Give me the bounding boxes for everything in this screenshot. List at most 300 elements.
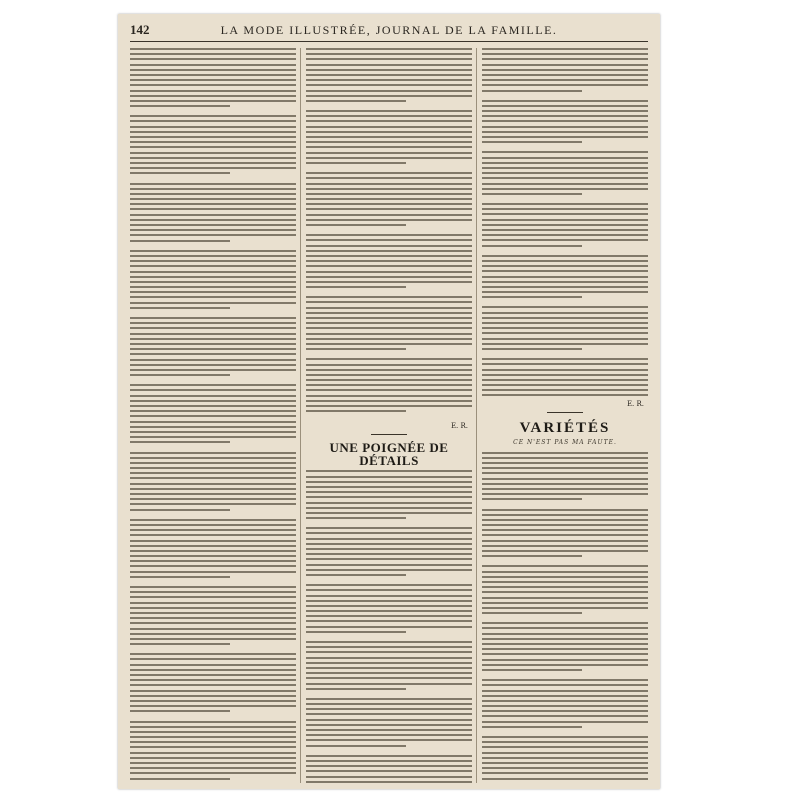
text-line [306, 389, 472, 391]
text-line [482, 255, 648, 257]
text-line [130, 772, 296, 774]
text-line [482, 752, 648, 754]
text-line [130, 296, 296, 298]
text-line [130, 224, 296, 226]
text-line [482, 684, 648, 686]
text-line [482, 90, 582, 92]
text-line [130, 198, 296, 200]
text-line [306, 58, 472, 60]
text-line [482, 767, 648, 769]
text-line [482, 778, 648, 780]
column-divider [476, 48, 477, 783]
text-line [130, 172, 230, 174]
text-line [306, 765, 472, 767]
text-line [130, 167, 296, 169]
text-line [482, 157, 648, 159]
column-left [130, 48, 296, 783]
text-line [306, 605, 472, 607]
text-line [482, 478, 648, 480]
text-line [130, 348, 296, 350]
text-line [482, 659, 648, 661]
text-line [306, 84, 472, 86]
text-line [482, 607, 648, 609]
text-line [306, 327, 472, 329]
text-line [130, 369, 296, 371]
text-line [130, 612, 296, 614]
text-line [482, 597, 648, 599]
text-line [130, 405, 296, 407]
text-line [130, 472, 296, 474]
text-line [130, 250, 296, 252]
text-line [482, 369, 648, 371]
text-line [130, 193, 296, 195]
text-line [130, 229, 296, 231]
text-line [306, 688, 406, 690]
text-line [130, 421, 296, 423]
text-line [482, 452, 648, 454]
text-line [482, 270, 648, 272]
text-line [306, 589, 472, 591]
text-line [130, 607, 296, 609]
text-line [306, 600, 472, 602]
text-line [482, 219, 648, 221]
text-line [482, 545, 648, 547]
text-line [482, 633, 648, 635]
text-line [130, 483, 296, 485]
text-line [130, 710, 230, 712]
text-line [482, 540, 648, 542]
journal-title: LA MODE ILLUSTRÉE, JOURNAL DE LA FAMILLE. [220, 23, 558, 37]
text-line [306, 626, 472, 628]
text-line [130, 436, 296, 438]
text-line [482, 281, 648, 283]
text-line [482, 498, 582, 500]
text-line [482, 762, 648, 764]
text-line [482, 203, 648, 205]
text-line [306, 496, 472, 498]
text-line [482, 519, 648, 521]
text-line [130, 534, 296, 536]
text-line [130, 214, 296, 216]
text-line [306, 755, 472, 757]
text-line [130, 255, 296, 257]
text-line [306, 177, 472, 179]
text-line [482, 389, 648, 391]
text-line [130, 105, 230, 107]
text-line [482, 291, 648, 293]
text-line [306, 384, 472, 386]
text-line [482, 591, 648, 593]
text-line [130, 721, 296, 723]
text-line [482, 705, 648, 707]
text-line [130, 545, 296, 547]
text-line [130, 560, 296, 562]
text-line [130, 307, 230, 309]
text-line [306, 491, 472, 493]
newspaper-page [118, 14, 660, 789]
article-signature: E. R. [626, 399, 644, 408]
text-line [130, 410, 296, 412]
text-line [306, 95, 472, 97]
text-line [306, 584, 472, 586]
text-line [130, 317, 296, 319]
text-line [306, 286, 406, 288]
text-line [130, 602, 296, 604]
text-line [482, 379, 648, 381]
text-line [306, 641, 472, 643]
text-line [482, 472, 648, 474]
text-line [482, 638, 648, 640]
text-line [130, 136, 296, 138]
text-line [130, 240, 230, 242]
text-line [482, 710, 648, 712]
text-line [482, 245, 582, 247]
text-line [306, 172, 472, 174]
text-line [306, 776, 472, 778]
text-line [130, 731, 296, 733]
text-line [306, 48, 472, 50]
text-line [130, 674, 296, 676]
section-divider [371, 434, 407, 435]
text-line [482, 363, 648, 365]
text-line [306, 646, 472, 648]
text-line [306, 781, 472, 783]
text-line [482, 736, 648, 738]
text-line [130, 488, 296, 490]
text-line [306, 64, 472, 66]
text-line [482, 224, 648, 226]
text-line [306, 281, 472, 283]
text-line [306, 53, 472, 55]
text-line [130, 633, 296, 635]
text-line [130, 452, 296, 454]
text-line [130, 84, 296, 86]
text-line [306, 333, 472, 335]
text-line [130, 48, 296, 50]
text-line [482, 239, 648, 241]
text-line [130, 400, 296, 402]
text-line [130, 188, 296, 190]
text-line [306, 657, 472, 659]
text-line [130, 53, 296, 55]
text-line [482, 79, 648, 81]
text-line [130, 100, 296, 102]
text-line [306, 348, 406, 350]
text-line [306, 719, 472, 721]
text-line [130, 426, 296, 428]
text-line [482, 524, 648, 526]
text-line [482, 374, 648, 376]
text-line [482, 627, 648, 629]
text-line [482, 69, 648, 71]
text-line [306, 260, 472, 262]
text-line [130, 591, 296, 593]
text-line [130, 690, 296, 692]
text-line [130, 462, 296, 464]
text-line [306, 250, 472, 252]
text-line [482, 58, 648, 60]
text-line [306, 651, 472, 653]
text-line [482, 64, 648, 66]
text-line [482, 276, 648, 278]
text-line [130, 638, 296, 640]
text-line [130, 778, 230, 780]
text-line [306, 157, 472, 159]
text-line [130, 281, 296, 283]
text-line [482, 306, 648, 308]
text-line [306, 713, 472, 715]
text-line [130, 622, 296, 624]
text-line [482, 213, 648, 215]
text-line [482, 126, 648, 128]
text-line [306, 770, 472, 772]
text-line [306, 564, 472, 566]
text-line [482, 483, 648, 485]
section-divider [547, 412, 583, 413]
text-line [306, 374, 472, 376]
text-line [130, 141, 296, 143]
column-divider [300, 48, 301, 783]
text-line [306, 410, 406, 412]
section-title-varietes: VARIÉTÉS [519, 419, 611, 436]
text-line [130, 684, 296, 686]
text-line [306, 574, 406, 576]
text-line [306, 553, 472, 555]
text-line [306, 79, 472, 81]
text-line [482, 162, 648, 164]
text-line [130, 90, 296, 92]
text-line [130, 115, 296, 117]
text-line [130, 431, 296, 433]
text-line [482, 741, 648, 743]
text-line [130, 658, 296, 660]
text-line [306, 532, 472, 534]
text-line [482, 394, 648, 396]
text-line [130, 208, 296, 210]
text-line [306, 152, 472, 154]
text-line [482, 586, 648, 588]
text-line [130, 664, 296, 666]
text-line [482, 53, 648, 55]
text-line [482, 322, 648, 324]
text-line [306, 569, 472, 571]
text-line [482, 338, 648, 340]
text-line [130, 327, 296, 329]
text-line [130, 157, 296, 159]
text-line [130, 343, 296, 345]
text-line [130, 333, 296, 335]
text-line [306, 672, 472, 674]
text-line [306, 558, 472, 560]
text-line [306, 470, 472, 472]
text-line [130, 555, 296, 557]
text-line [306, 188, 472, 190]
text-line [130, 322, 296, 324]
text-line [130, 353, 296, 355]
text-line [306, 527, 472, 529]
text-line [130, 498, 296, 500]
text-line [482, 348, 582, 350]
text-line [306, 338, 472, 340]
text-line [482, 550, 648, 552]
text-line [482, 172, 648, 174]
text-line [482, 695, 648, 697]
text-line [130, 58, 296, 60]
text-line [130, 79, 296, 81]
text-line [130, 338, 296, 340]
text-line [482, 131, 648, 133]
text-line [130, 477, 296, 479]
text-line [130, 467, 296, 469]
text-line [306, 141, 472, 143]
text-line [130, 64, 296, 66]
text-line [130, 596, 296, 598]
text-line [306, 739, 472, 741]
text-line [482, 296, 582, 298]
text-line [130, 271, 296, 273]
text-line [306, 395, 472, 397]
text-line [130, 384, 296, 386]
text-line [482, 726, 582, 728]
text-line [482, 746, 648, 748]
text-line [130, 752, 296, 754]
text-line [130, 120, 296, 122]
section-title-details: UNE POIGNÉE DE DÉTAILS [329, 440, 449, 469]
text-line [306, 131, 472, 133]
text-line [482, 581, 648, 583]
text-line [482, 74, 648, 76]
text-line [306, 760, 472, 762]
text-line [306, 69, 472, 71]
text-line [482, 136, 648, 138]
text-line [306, 662, 472, 664]
text-line [306, 729, 472, 731]
text-line [306, 198, 472, 200]
text-line [482, 234, 648, 236]
article-signature: E. R. [450, 422, 468, 431]
text-line [306, 317, 472, 319]
text-line [130, 669, 296, 671]
text-line [482, 757, 648, 759]
text-line [306, 162, 406, 164]
text-line [130, 628, 296, 630]
text-line [306, 120, 472, 122]
text-line [130, 162, 296, 164]
text-line [306, 745, 406, 747]
text-line [482, 193, 582, 195]
text-line [130, 203, 296, 205]
text-line [306, 683, 472, 685]
text-line [130, 146, 296, 148]
text-line [306, 322, 472, 324]
text-line [482, 183, 648, 185]
text-line [482, 286, 648, 288]
text-line [306, 74, 472, 76]
text-line [130, 540, 296, 542]
text-line [482, 622, 648, 624]
text-line [482, 151, 648, 153]
section-subtitle: CE N'EST PAS MA FAUTE. [513, 438, 617, 446]
text-line [130, 364, 296, 366]
page-header [130, 22, 648, 40]
text-line [482, 229, 648, 231]
text-line [130, 493, 296, 495]
text-line [130, 374, 230, 376]
text-line [306, 481, 472, 483]
text-line [482, 327, 648, 329]
text-line [306, 183, 472, 185]
text-line [482, 358, 648, 360]
text-line [482, 100, 648, 102]
text-line [130, 234, 296, 236]
text-line [306, 507, 472, 509]
text-line [306, 245, 472, 247]
text-line [306, 276, 472, 278]
text-line [130, 441, 230, 443]
text-line [306, 734, 472, 736]
text-line [130, 359, 296, 361]
text-line [482, 84, 648, 86]
text-line [306, 724, 472, 726]
text-line [482, 208, 648, 210]
text-line [482, 772, 648, 774]
text-line [482, 120, 648, 122]
text-line [130, 131, 296, 133]
text-line [482, 555, 582, 557]
text-line [482, 514, 648, 516]
text-line [482, 493, 648, 495]
text-line [306, 369, 472, 371]
text-line [130, 286, 296, 288]
text-line [306, 193, 472, 195]
text-line [306, 698, 472, 700]
header-rule [130, 41, 648, 42]
text-line [482, 110, 648, 112]
text-line [130, 503, 296, 505]
text-line [482, 571, 648, 573]
text-line [306, 667, 472, 669]
text-line [130, 395, 296, 397]
text-line [130, 762, 296, 764]
text-line [130, 576, 230, 578]
text-line [482, 488, 648, 490]
text-line [306, 301, 472, 303]
text-line [306, 703, 472, 705]
text-line [130, 700, 296, 702]
text-line [306, 100, 406, 102]
text-line [130, 741, 296, 743]
text-line [306, 208, 472, 210]
text-line [306, 595, 472, 597]
text-line [306, 631, 406, 633]
text-line [482, 332, 648, 334]
text-line [482, 565, 648, 567]
text-line [130, 302, 296, 304]
text-line [130, 653, 296, 655]
text-line [482, 343, 648, 345]
text-line [130, 152, 296, 154]
text-line [482, 312, 648, 314]
text-line [306, 486, 472, 488]
text-line [306, 620, 472, 622]
column-middle [306, 48, 472, 783]
text-line [130, 219, 296, 221]
text-line [482, 167, 648, 169]
text-line [482, 612, 582, 614]
text-line [306, 146, 472, 148]
text-line [306, 343, 472, 345]
text-line [130, 183, 296, 185]
